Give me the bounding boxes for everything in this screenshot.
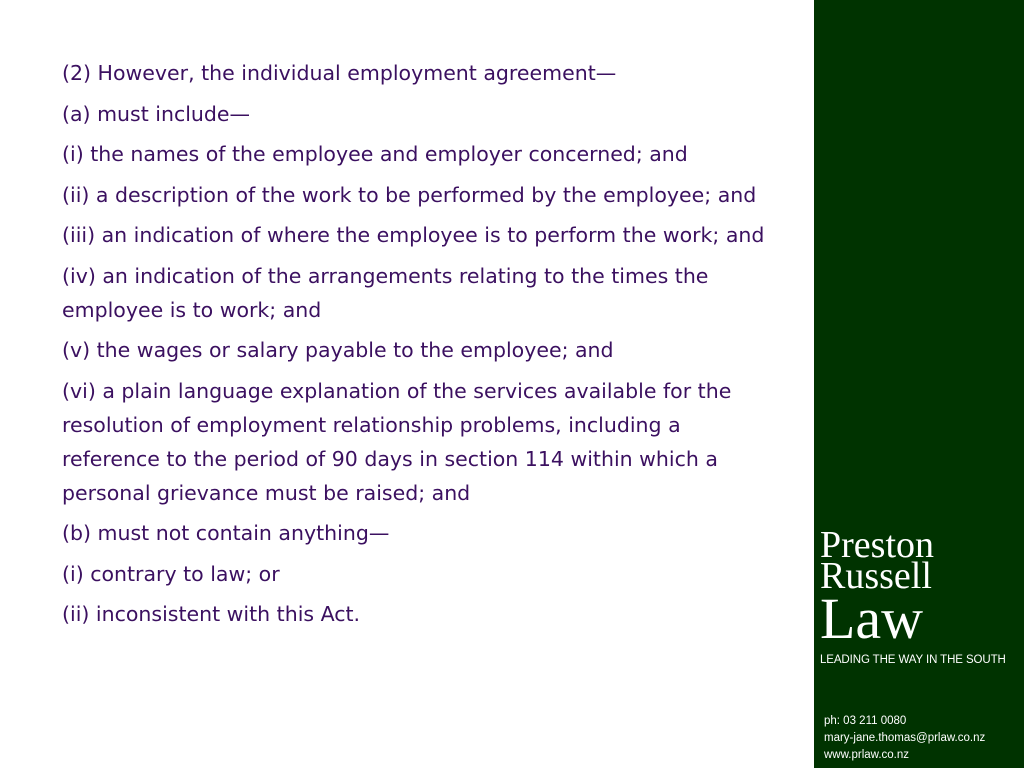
brand-sidebar <box>814 0 1024 768</box>
paragraph-a-v: (v) the wages or salary payable to the employee; and <box>62 338 614 362</box>
firm-logo <box>820 524 934 651</box>
paragraph-b-must-not-contain: (b) must not contain anything— <box>62 521 390 545</box>
paragraph-a-i: (i) the names of the employee and employer concerned; and <box>62 142 688 166</box>
paragraph-a-iii: (iii) an indication of where the employee is to perform the work; and <box>62 223 765 247</box>
logo-word-law: Law <box>820 586 924 651</box>
slide-body-text <box>62 56 782 638</box>
paragraph-a-vi: (vi) a plain language explanation of the services available for the resolution of employment relationship problems, including a reference to the period of 90 days in section 114 within which a personal grievance must be raised; and <box>62 378 732 505</box>
paragraph-a-must-include: (a) must include— <box>62 101 251 126</box>
paragraph-a-ii: (ii) a description of the work to be performed by the employee; and <box>62 182 757 207</box>
paragraph-b-i: (i) contrary to law; or <box>62 561 280 586</box>
logo-word-preston: Preston <box>820 524 934 566</box>
logo-word-russell: Russell <box>820 555 932 597</box>
contact-details <box>824 713 985 764</box>
contact-email: mary-jane.thomas@prlaw.co.nz <box>824 732 986 744</box>
paragraph-a-iv: (iv) an indication of the arrangements relating to the times the employee is to work; and <box>62 263 709 322</box>
paragraph-2-intro: (2) However, the individual employment agreement— <box>62 61 617 85</box>
paragraph-b-ii: (ii) inconsistent with this Act. <box>62 602 361 626</box>
firm-tagline: LEADING THE WAY IN THE SOUTH <box>820 654 1006 666</box>
contact-phone: ph: 03 211 0080 <box>824 715 907 727</box>
contact-website: www.prlaw.co.nz <box>824 749 910 761</box>
